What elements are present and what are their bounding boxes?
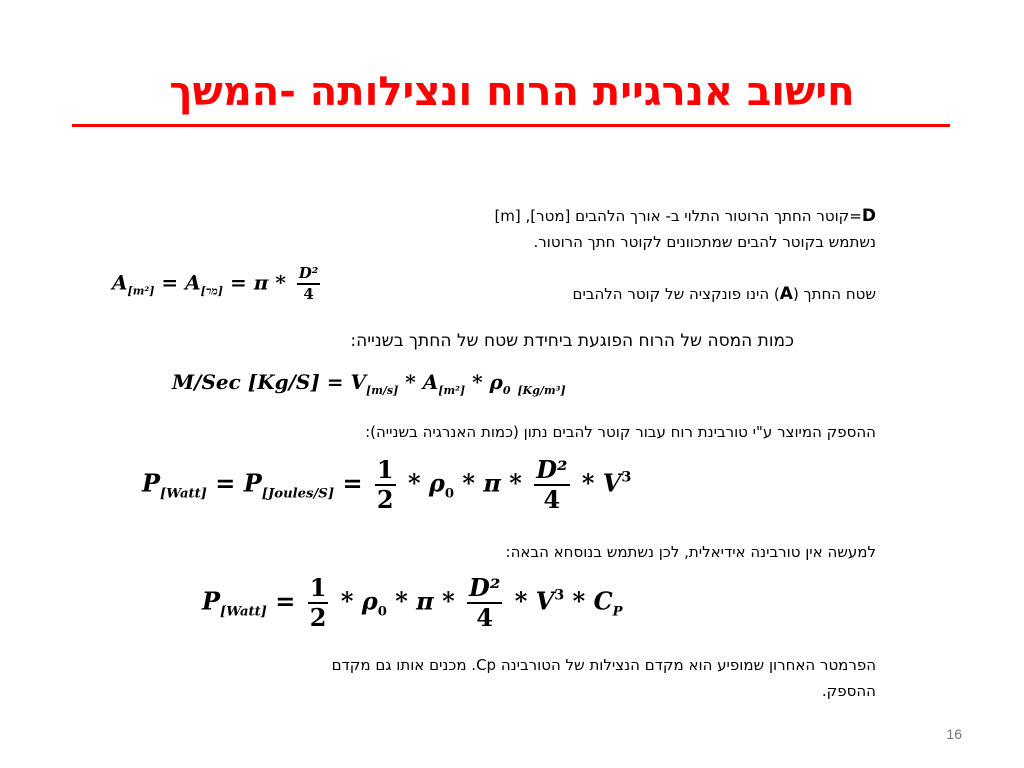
eq4-pi: π [416, 586, 434, 616]
eq3-times-2: * [462, 468, 475, 498]
eq3-sub-watt: [Watt] [160, 486, 207, 502]
eq3-half-den: 2 [376, 485, 394, 514]
eq1-denominator: 4 [303, 285, 314, 303]
eq4-times-5: * [572, 586, 586, 616]
eq4-sub-watt: [Watt] [220, 604, 267, 620]
eq4-c: C [593, 586, 613, 616]
eq4-c-sub: P [612, 604, 623, 620]
slide-title: חישוב אנרגיית הרוח ונצילותה -המשך [169, 69, 855, 115]
definition-d-text: =קוטר החתך הרוטור התלוי ב- אורך הלהבים [מטר], [m] [494, 207, 862, 225]
eq2-sub-ms: [m/s] [366, 383, 399, 397]
eq2-sub-kgm3: [Kg/m³] [517, 383, 566, 397]
eq4-denominator: 4 [476, 603, 494, 632]
title-underline [72, 124, 950, 127]
ideal-power-equation [142, 455, 632, 514]
eq1-equals: = [161, 270, 179, 295]
efficiency-statement-cont: ההספק. [821, 682, 876, 700]
eq4-equals: = [275, 586, 296, 616]
eq2-rho-sub: 0 [502, 383, 511, 397]
rotor-diameter-note: נשתמש בקוטר להבים שמתכוונים לקוטר חתך הרוטור. [533, 233, 876, 251]
eq2-unit: [Kg/S] [247, 370, 320, 394]
eq3-half-num: 1 [376, 455, 394, 484]
eq4-rho: ρ [361, 586, 378, 616]
eq1-times: * [275, 270, 286, 295]
eq4-numerator: D² [469, 573, 501, 602]
eq1-a: A [112, 270, 128, 295]
symbol-d: D [861, 206, 876, 226]
eq4-half [308, 573, 329, 632]
eq1-sub-m2: [m²] [127, 284, 155, 298]
eq1-sub-mr: [מר] [200, 284, 224, 298]
area-equation [112, 266, 324, 302]
eq3-rho-sub: 0 [444, 486, 455, 502]
eq3-pi: π [483, 468, 501, 498]
eq4-times-2: * [395, 586, 408, 616]
eq4-v: V [535, 586, 555, 616]
page-number: 16 [946, 726, 962, 742]
power-statement: ההספק המיוצר ע"י טורבינת רוח עבור קוטר להבים נתון (כמות האנרגיה בשנייה): [365, 423, 876, 441]
eq3-half [375, 455, 396, 514]
eq2-equals: = [326, 370, 344, 394]
eq4-rho-sub: 0 [377, 604, 387, 620]
eq2-times-2: * [472, 370, 483, 394]
mass-flow-statement: כמות המסה של הרוח הפוגעת ביחידת שטח של החתך בשנייה: [350, 331, 794, 351]
eq4-times-3: * [442, 586, 455, 616]
eq3-times-4: * [581, 468, 595, 498]
definition-d-line [494, 206, 876, 226]
non-ideal-statement: למעשה אין טורבינה אידיאלית, לכן נשתמש בנוסחא הבאה: [505, 543, 876, 561]
eq4-p: P [202, 586, 221, 616]
mass-flow-equation [172, 370, 566, 397]
eq2-lhs: M/Sec [172, 370, 241, 394]
efficiency-statement: הפרמטר האחרון שמופיע הוא מקדם הנצילות של הטורבינה Cp. מכנים אותו גם מקדם [331, 656, 876, 674]
eq3-p2: P [243, 468, 262, 498]
eq1-fraction [297, 266, 321, 302]
eq4-v-sup: 3 [554, 586, 565, 604]
eq3-fraction [534, 455, 569, 514]
eq3-times: * [407, 468, 421, 498]
eq3-rho: ρ [428, 468, 445, 498]
eq3-equals-2: = [342, 468, 363, 498]
eq1-numerator: D² [297, 266, 321, 285]
area-statement-post: ) הינו פונקציה של קוטר הלהבים [572, 285, 780, 303]
eq4-times: * [340, 586, 354, 616]
area-statement-pre: שטח החתך ( [792, 285, 876, 303]
eq3-equals: = [215, 468, 236, 498]
eq4-fraction [467, 573, 502, 632]
eq2-times: * [405, 370, 416, 394]
eq1-a2: A [185, 270, 201, 295]
eq3-sub-joules: [Joules/S] [261, 486, 335, 502]
area-statement [572, 284, 876, 304]
eq3-times-3: * [509, 468, 522, 498]
eq2-rho: ρ [489, 370, 503, 394]
eq3-p: P [142, 468, 161, 498]
eq2-v: V [350, 370, 367, 394]
eq3-denominator: 4 [543, 485, 561, 514]
eq4-half-den: 2 [309, 603, 327, 632]
eq3-numerator: D² [536, 455, 568, 484]
eq3-v-sup: 3 [621, 468, 632, 486]
eq1-pi: π [253, 270, 269, 295]
real-power-equation [202, 573, 623, 632]
eq4-times-4: * [514, 586, 528, 616]
eq1-equals-2: = [229, 270, 247, 295]
eq4-half-num: 1 [309, 573, 327, 602]
symbol-a: A [779, 284, 793, 304]
eq3-v: V [602, 468, 622, 498]
eq2-sub-m2: [m²] [438, 383, 466, 397]
eq2-a: A [422, 370, 439, 394]
